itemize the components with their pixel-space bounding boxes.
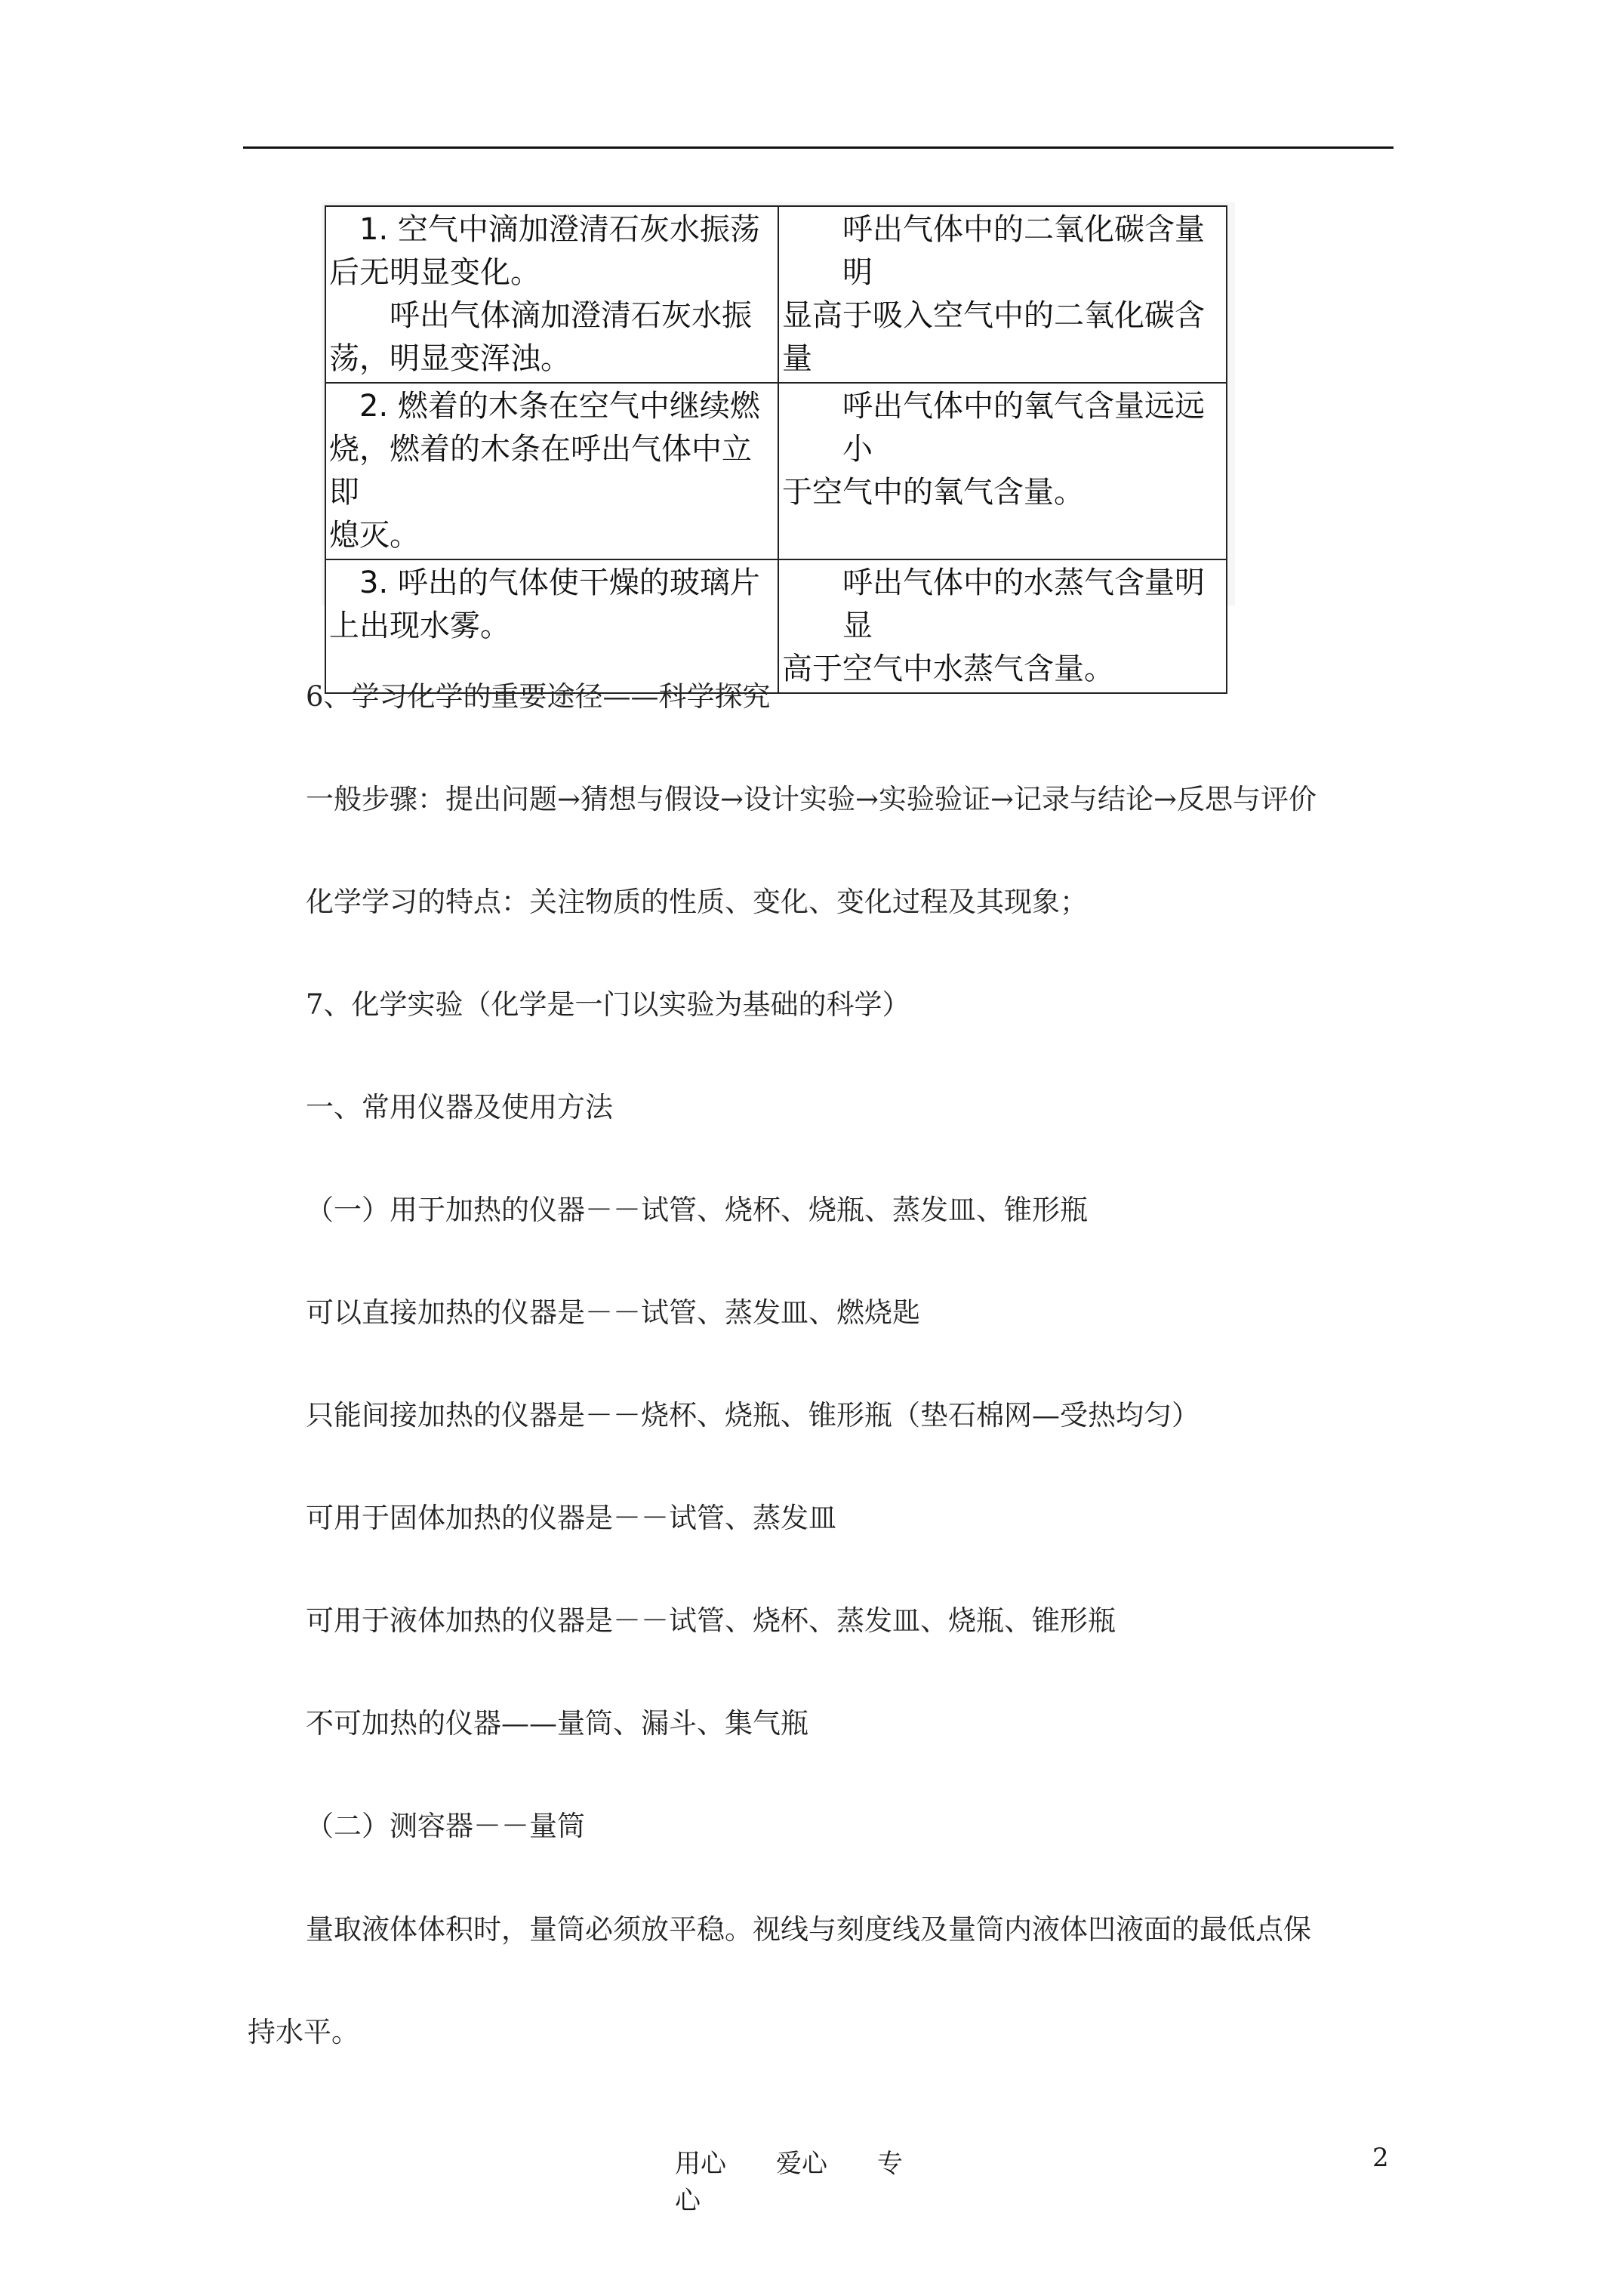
paragraph-heating-instruments: （一）用于加热的仪器－－试管、烧杯、烧瓶、蒸发皿、锥形瓶	[306, 1194, 1088, 1226]
paragraph-learning-features: 化学学习的特点：关注物质的性质、变化、变化过程及其现象；	[306, 886, 1088, 918]
observation-table	[325, 205, 1227, 694]
table-cell-observation: 2. 燃着的木条在空气中继续燃 烧，燃着的木条在呼出气体中立即 熄灭。	[325, 383, 778, 559]
paragraph-direct-heating: 可以直接加热的仪器是－－试管、蒸发皿、燃烧匙	[306, 1296, 920, 1329]
footer-motto: 用心 爱心 专心	[675, 2149, 903, 2216]
table-cell-observation: 3. 呼出的气体使干燥的玻璃片 上出现水雾。	[325, 559, 778, 693]
table-cell-observation: 1. 空气中滴加澄清石灰水振荡 后无明显变化。 呼出气体滴加澄清石灰水振 荡，明显变浑浊。	[325, 206, 778, 383]
section-heading-7: 7、化学实验（化学是一门以实验为基础的科学）	[306, 988, 910, 1021]
subsection-heading-instruments: 一、常用仪器及使用方法	[306, 1091, 613, 1123]
table-row	[325, 206, 1227, 383]
paragraph-non-heatable: 不可加热的仪器——量筒、漏斗、集气瓶	[306, 1707, 808, 1740]
table-cell-conclusion: 呼出气体中的二氧化碳含量明 显高于吸入空气中的二氧化碳含量	[778, 206, 1227, 383]
header-rule	[243, 146, 1394, 149]
paragraph-liquid-heating: 可用于液体加热的仪器是－－试管、烧杯、蒸发皿、烧瓶、锥形瓶	[306, 1604, 1116, 1637]
paragraph-general-steps: 一般步骤：提出问题→猜想与假设→设计实验→实验验证→记录与结论→反思与评价	[306, 783, 1317, 815]
table-cell-conclusion: 呼出气体中的水蒸气含量明显 高于空气中水蒸气含量。	[778, 559, 1227, 693]
paragraph-reading-volume: 量取液体体积时，量筒必须放平稳。视线与刻度线及量筒内液体凹液面的最低点保持水平。	[248, 1913, 1311, 2048]
table-row	[325, 383, 1227, 559]
paragraph-measuring-cylinder: （二）测容器－－量筒	[306, 1810, 585, 1842]
table-cell-conclusion: 呼出气体中的氧气含量远远小 于空气中的氧气含量。	[778, 383, 1227, 559]
section-heading-6: 6、学习化学的重要途径——科学探究	[306, 680, 771, 713]
paragraph-solid-heating: 可用于固体加热的仪器是－－试管、蒸发皿	[306, 1502, 836, 1534]
paragraph-indirect-heating: 只能间接加热的仪器是－－烧杯、烧瓶、锥形瓶（垫石棉网—受热均匀）	[306, 1399, 1200, 1432]
page-number: 2	[1372, 2143, 1389, 2173]
observation-table-image	[322, 202, 1235, 686]
table-row	[325, 559, 1227, 693]
